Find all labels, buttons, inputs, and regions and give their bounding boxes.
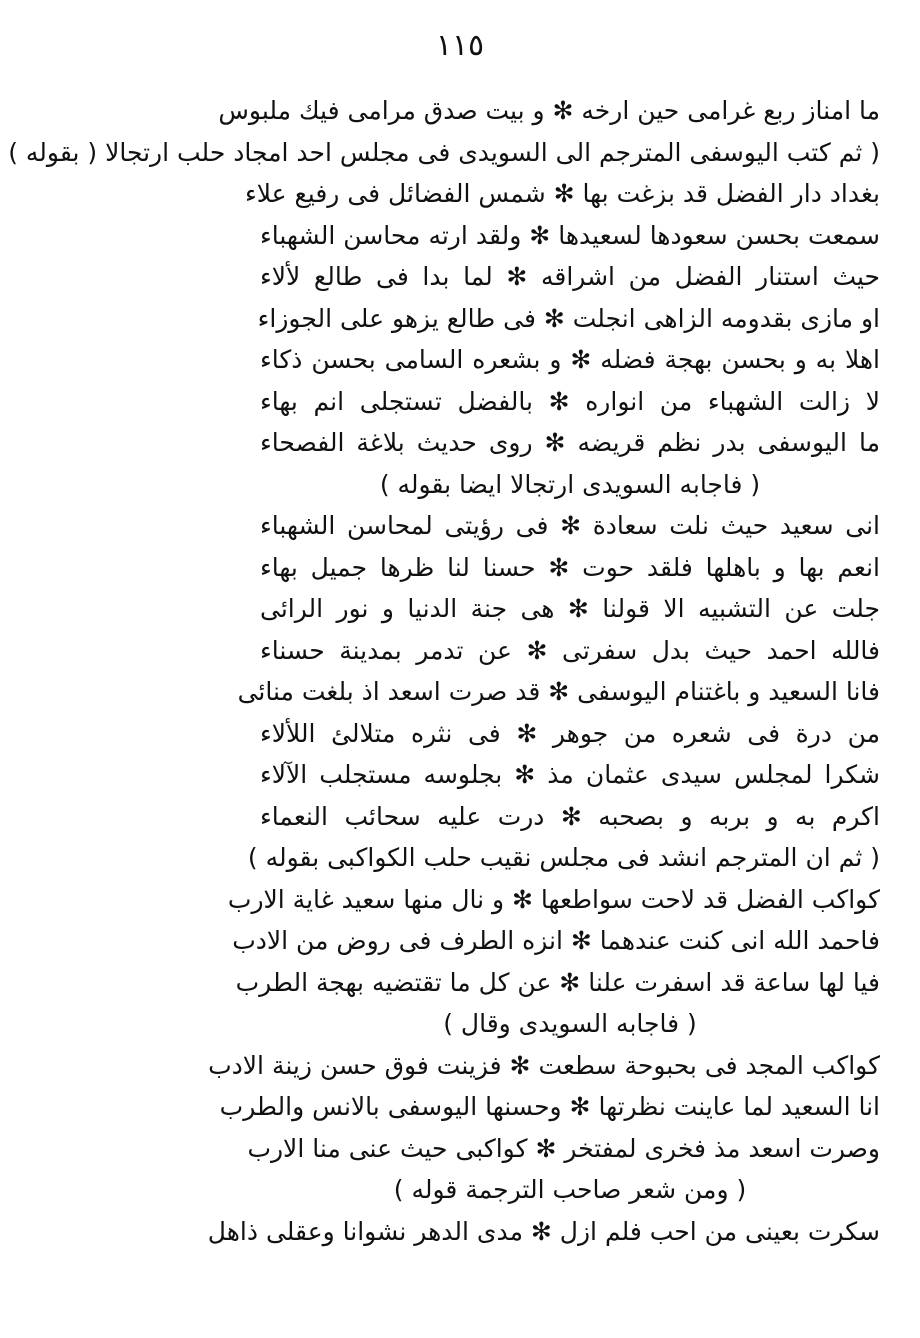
text-line: كواكب المجد فى بحبوحة سطعت ✻ فزينت فوق حسن زينة الادب xyxy=(208,1050,880,1080)
text-line: انعم بها و باهلها فلقد حوت ✻ حسنا لنا ظرها جميل بهاء xyxy=(260,552,880,582)
text-line: سمعت بحسن سعودها لسعيدها ✻ ولقد ارته محاسن الشهباء xyxy=(260,220,880,250)
text-line: او مازى بقدومه الزاهى انجلت ✻ فى طالع يزهو على الجوزاء xyxy=(257,303,880,333)
text-line: شكرا لمجلس سيدى عثمان مذ ✻ بجلوسه مستجلب الآلاء xyxy=(260,760,880,789)
text-line: سكرت بعينى من احب فلم ازل ✻ مدى الدهر نشوانا وعقلى ذاهل xyxy=(207,1216,880,1246)
text-line: فانا السعيد و باغتنام اليوسفى ✻ قد صرت اسعد اذ بلغت منائى xyxy=(237,677,880,706)
text-block xyxy=(8,90,880,1252)
text-line: وصرت اسعد مذ فخرى لمفتخر ✻ كواكبى حيث عنى منا الارب xyxy=(247,1133,880,1163)
section-heading-line: ( ثم ان المترجم انشد فى مجلس نقيب حلب الكواكبى بقوله ) xyxy=(247,843,880,872)
text-line: ما اليوسفى بدر نظم قريضه ✻ روى حديث بلاغة الفصحاء xyxy=(260,428,880,457)
section-heading-line: ( ومن شعر صاحب الترجمة قوله ) xyxy=(393,1175,747,1204)
text-line: جلت عن التشبيه الا قولنا ✻ هى جنة الدنيا و نور الرائى xyxy=(260,594,880,623)
text-line: اكرم به و بربه و بصحبه ✻ درت عليه سحائب النعماء xyxy=(260,801,880,831)
text-line: حيث استنار الفضل من اشراقه ✻ لما بدا فى طالع لألاء xyxy=(260,262,880,291)
page-number: ١١٥ xyxy=(435,28,485,63)
text-line: ( ثم كتب اليوسفى المترجم الى السويدى فى مجلس احد امجاد حلب ارتجالا ( بقوله ) xyxy=(8,137,880,167)
text-line: من درة فى شعره من جوهر ✻ فى نثره متلالئ اللألاء xyxy=(260,718,880,748)
text-line: فالله احمد حيث بدل سفرتى ✻ عن تدمر بمدينة حسناء xyxy=(260,635,880,665)
section-heading-line: ( فاجابه السويدى ارتجالا ايضا بقوله ) xyxy=(379,469,761,499)
text-line: بغداد دار الفضل قد بزغت بها ✻ شمس الفضائل فى رفيع علاء xyxy=(244,179,880,208)
text-line: لا زالت الشهباء من انواره ✻ بالفضل تستجلى انم بهاء xyxy=(260,386,880,416)
text-line: انا السعيد لما عاينت نظرتها ✻ وحسنها اليوسفى بالانس والطرب xyxy=(219,1092,880,1121)
text-line: انى سعيد حيث نلت سعادة ✻ فى رؤيتى لمحاسن الشهباء xyxy=(260,511,880,540)
text-line: ما امناز ربع غرامى حين ارخه ✻ و بيت صدق مرامى فيك ملبوس xyxy=(218,96,880,125)
text-line: اهلا به و بحسن بهجة فضله ✻ و بشعره السامى بحسن ذكاء xyxy=(260,345,880,374)
text-line: كواكب الفضل قد لاحت سواطعها ✻ و نال منها سعيد غاية الارب xyxy=(227,884,880,914)
text-line: فاحمد الله انى كنت عندهما ✻ انزه الطرف فى روض من الادب xyxy=(232,926,880,955)
text-line: فيا لها ساعة قد اسفرت علنا ✻ عن كل ما تقتضيه بهجة الطرب xyxy=(235,967,880,997)
section-heading-line: ( فاجابه السويدى وقال ) xyxy=(443,1009,697,1038)
